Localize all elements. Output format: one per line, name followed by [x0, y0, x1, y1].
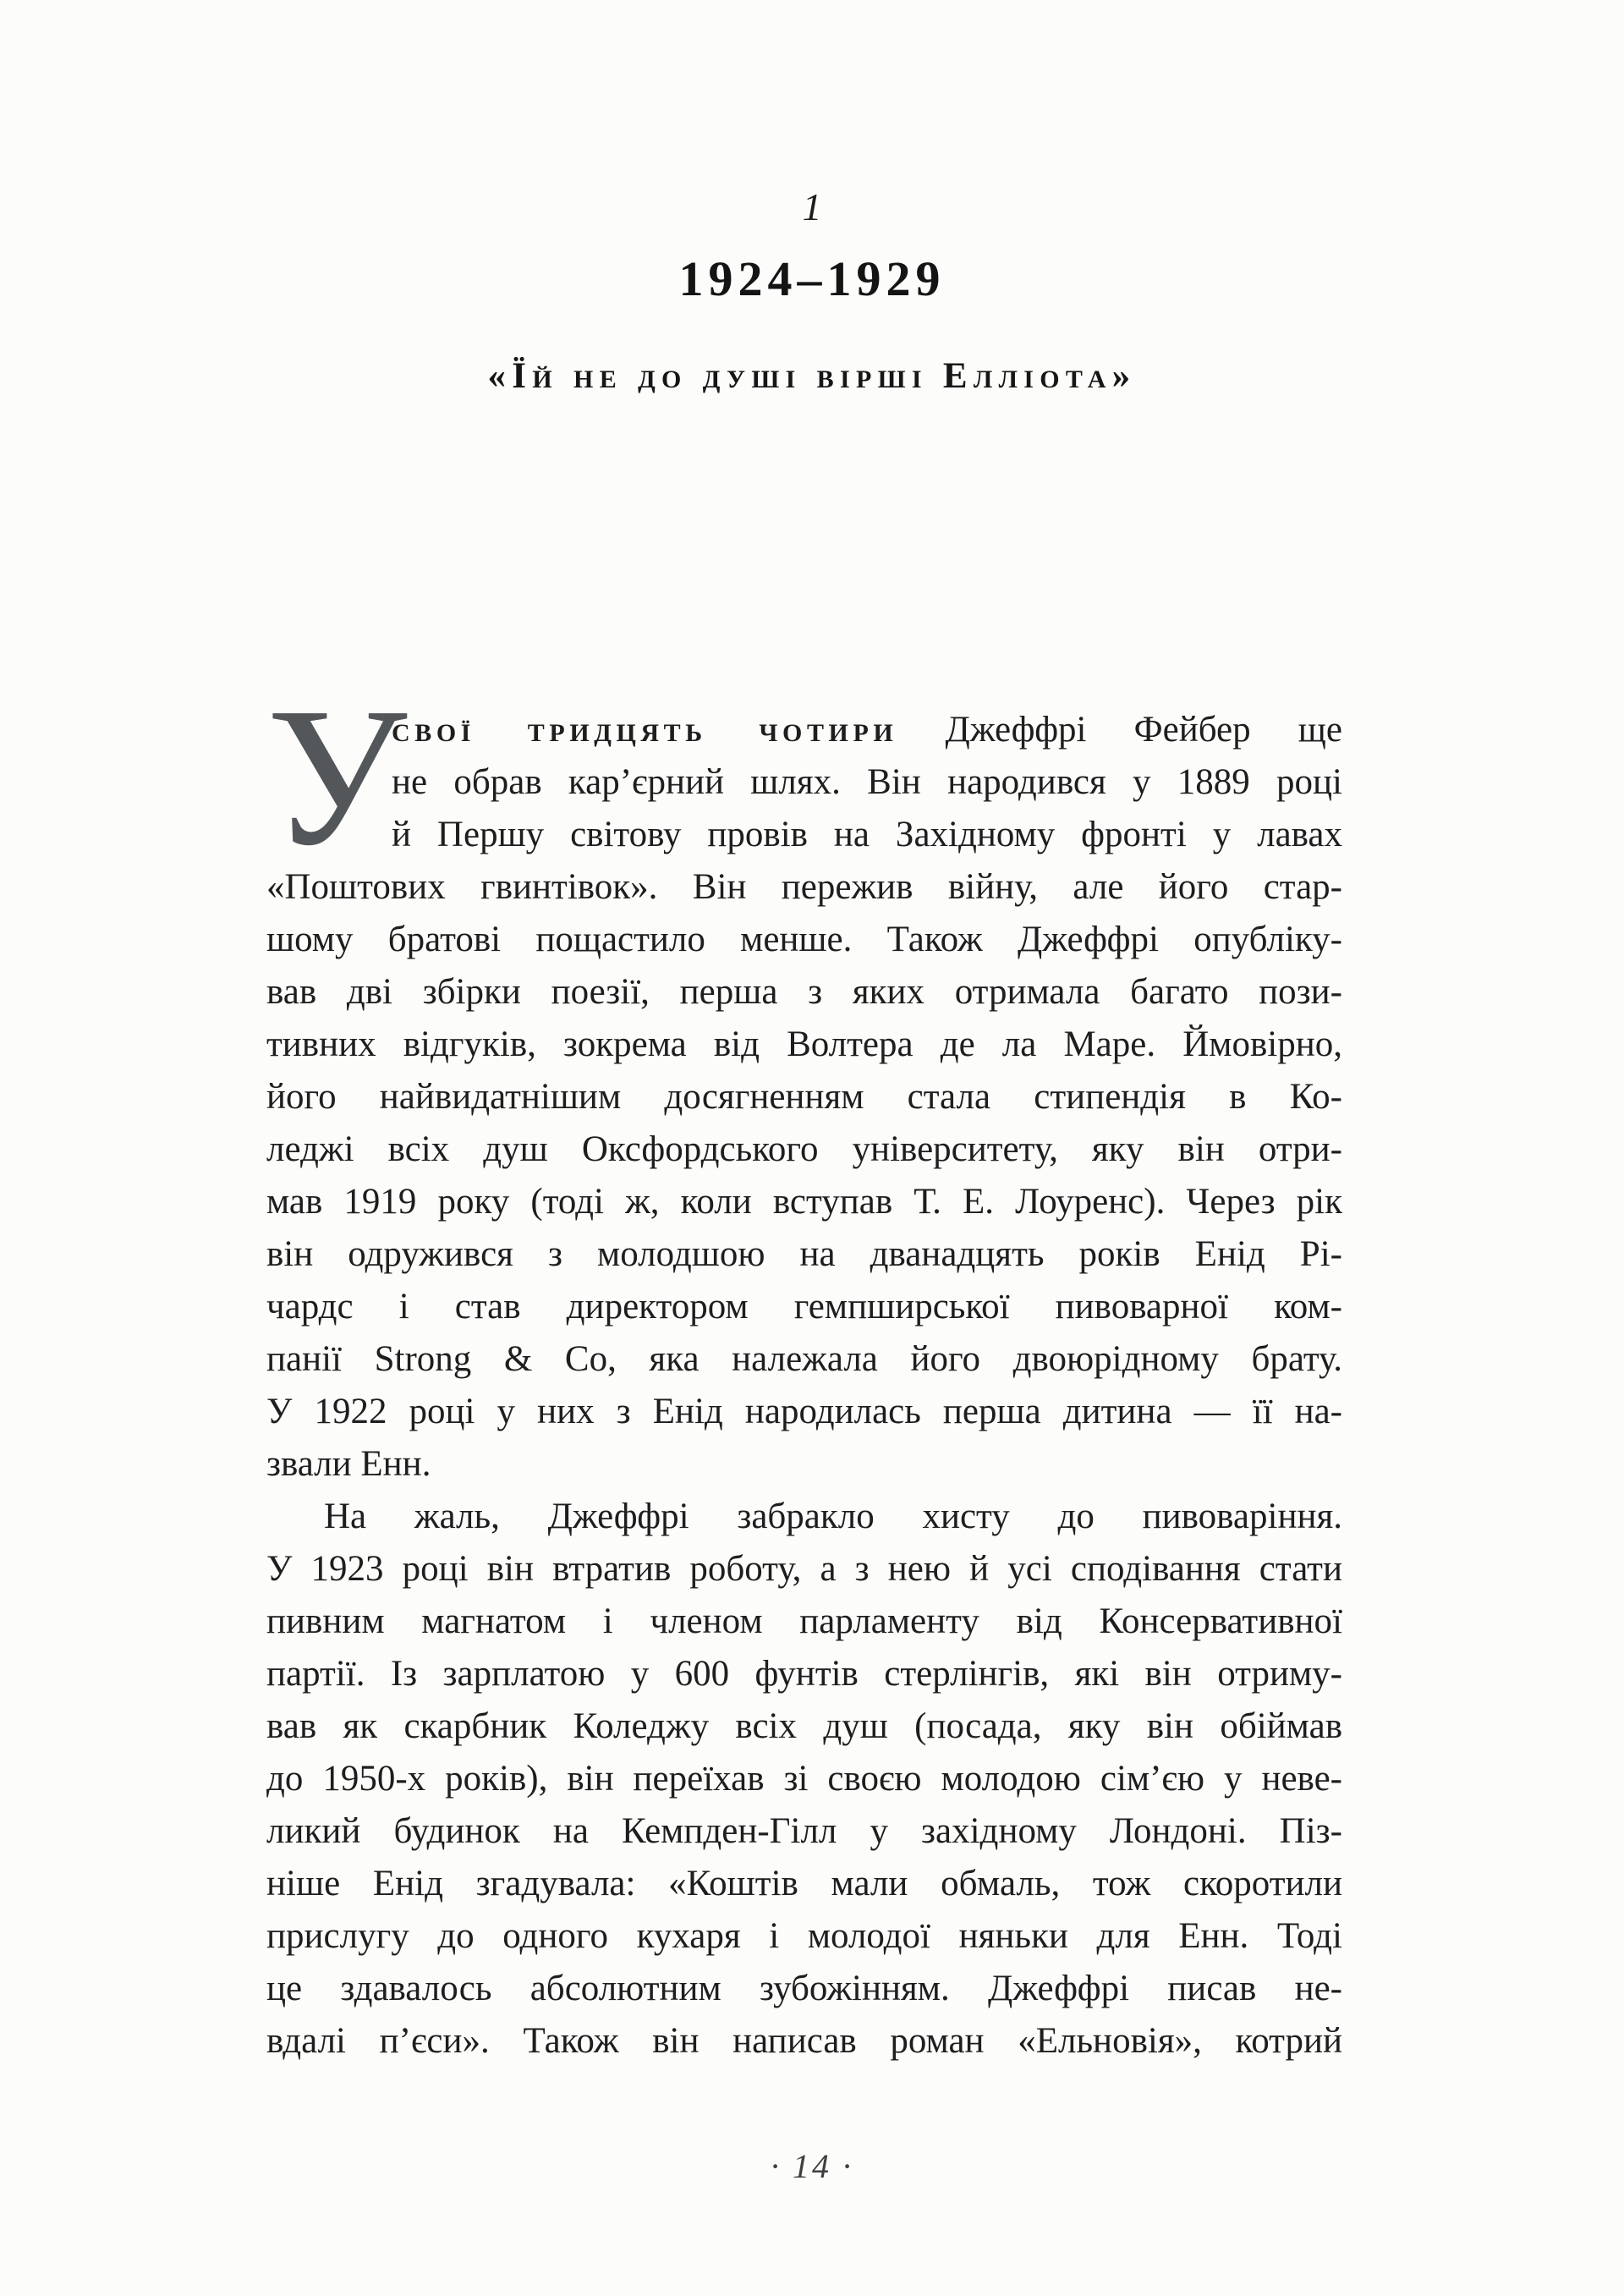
body-line-lede [266, 704, 1342, 756]
drop-cap-letter: У [266, 667, 408, 887]
body-line: його найвидатнішим досягненням стала стипендія в Ко- [266, 1077, 1342, 1117]
body-line: вдалі п’єси». Також він написав роман «Ельновія», котрий [266, 2021, 1342, 2061]
body-line: тивних відгуків, зокрема від Волтера де ла Маре. Ймовірно, [266, 1024, 1342, 1064]
body-line: чардс і став директором гемпширської пивоварної ком- [266, 1287, 1342, 1327]
body-line: леджі всіх душ Оксфордського університету, яку він отри- [266, 1129, 1342, 1169]
body-line: панії Strong & Co, яка належала його двоюрідному брату. [266, 1339, 1342, 1379]
body-line: він одружився з молодшою на дванадцять років Енід Рі- [266, 1234, 1342, 1274]
body-line: пивним магнатом і членом парламенту від Консервативної [266, 1601, 1342, 1641]
body-line: мав 1919 року (тоді ж, коли вступав Т. Е. Лоуренс). Через рік [266, 1182, 1342, 1222]
body-line: У 1923 році він втратив роботу, а з нею й усі сподівання стати [266, 1549, 1342, 1589]
lede-smallcaps: свої тридцять чотири [392, 710, 898, 750]
lede-rest: Джеффрі Фейбер ще [897, 710, 1342, 750]
page-number: · 14 · [771, 2147, 853, 2185]
body-line: не обрав кар’єрний шлях. Він народився у 1889 році [392, 762, 1342, 802]
body-line: «Поштових гвинтівок». Він пережив війну, але його стар- [266, 867, 1342, 907]
body-line: партії. Із зарплатою у 600 фунтів стерлінгів, які він отриму- [266, 1654, 1342, 1694]
chapter-number: 1 [802, 185, 822, 228]
body-line-paragraph-start: На жаль, Джеффрі забракло хисту до пивоваріння. [324, 1497, 1342, 1536]
body-line: ликий будинок на Кемпден-Гілл у західному Лондоні. Піз- [266, 1811, 1342, 1851]
body-line: вав дві збірки поезії, перша з яких отримала багато пози- [266, 972, 1342, 1012]
chapter-title-years: 1924–1929 [678, 251, 946, 306]
chapter-subtitle: «Їй не до душі вірші Елліота» [487, 356, 1137, 396]
body-line: це здавалось абсолютним зубожінням. Джеффрі писав не- [266, 1969, 1342, 2008]
body-line: прислугу до одного кухаря і молодої няньки для Енн. Тоді [266, 1916, 1342, 1956]
body-line: до 1950-х років), він переїхав зі своєю молодою сім’єю у неве- [266, 1759, 1342, 1799]
body-text [266, 667, 1342, 2068]
body-line: У 1922 році у них з Енід народилась перша дитина — її на- [266, 1392, 1342, 1431]
body-line: ніше Енід згадувала: «Коштів мали обмаль, тож скоротили [266, 1864, 1342, 1903]
body-line: шому братові пощастило менше. Також Джеффрі опубліку- [266, 920, 1342, 959]
body-line: вав як скарбник Коледжу всіх душ (посада, яку він обіймав [266, 1706, 1342, 1746]
body-line: й Першу світову провів на Західному фронті у лавах [392, 815, 1342, 854]
body-line-paragraph-end: звали Енн. [266, 1444, 431, 1484]
